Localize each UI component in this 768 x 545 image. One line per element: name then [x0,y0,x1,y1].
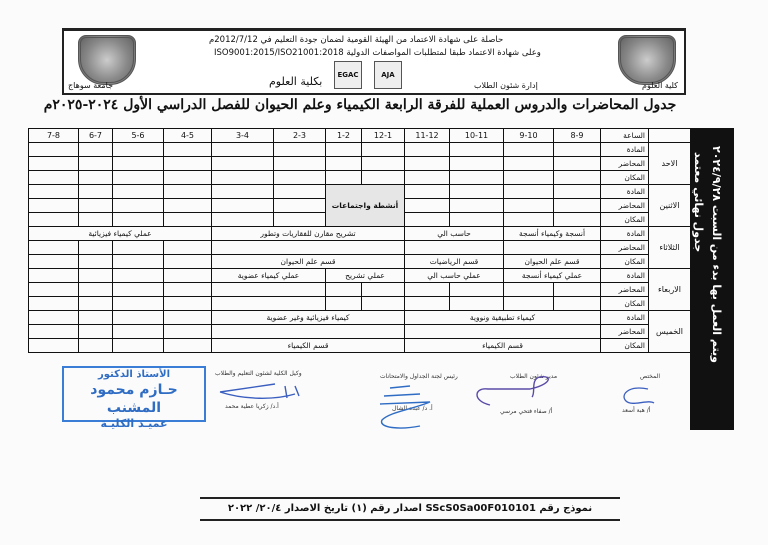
tuesday-computer: حاسب الي [405,227,504,241]
thursday-subject-row [29,311,691,325]
wednesday-lecturer-row [29,283,691,297]
hour-6-7: 6-7 [79,129,113,143]
hour-11-12: 11-12 [405,129,450,143]
row-label-lecturer: المحاضر [601,283,649,297]
row-label-place: المكان [601,339,649,353]
row-label-place: المكان [601,255,649,269]
faculty-of-science-logo-icon [618,35,676,85]
monday-activities-cell: أنشطة واجتماعات [326,185,405,227]
hour-12-1: 12-1 [362,129,405,143]
side-note-line-1: جدول نهائي معتمد [692,152,705,253]
wednesday-organic-chem-lab: عملي كيمياء عضوية [212,269,326,283]
side-note-line-2: ويتم العمل بها بدء من السبت ٢٠٢٤/٩/٢٨ [710,146,723,363]
hour-10-11: 10-11 [450,129,504,143]
faculty-name-right: كلية العلوم [642,81,678,90]
row-label-lecturer: المحاضر [601,325,649,339]
row-label-lecturer: المحاضر [601,199,649,213]
row-label-lecturer: المحاضر [601,157,649,171]
university-name: جامعة سوهاج [68,81,114,90]
row-label-subject: المادة [601,311,649,325]
preparer-name: أ/ هبة أسعد [622,407,651,414]
corner-cell [649,129,691,143]
egac-badge-icon: EGAC [334,61,362,89]
approval-side-note [690,128,734,430]
stamp-line-3: عميـد الكليـة [100,417,168,430]
day-sunday: الاحد [649,143,691,185]
hours-header-row [29,129,691,143]
row-label-lecturer: المحاضر [601,241,649,255]
row-label-place: المكان [601,171,649,185]
day-monday: الاثنين [649,185,691,227]
monday-subject-row [29,185,691,199]
thursday-place-row [29,339,691,353]
thursday-place-chem-1: قسم الكيمياء [405,339,601,353]
wednesday-place-row [29,297,691,311]
hour-5-6: 5-6 [113,129,164,143]
thursday-place-chem-2: قسم الكيمياء [212,339,405,353]
tuesday-place-row [29,255,691,269]
preparer-title: المختص [640,373,660,380]
committee-title: رئيس لجنة الجداول والامتحانات [380,373,458,380]
hour-8-9: 8-9 [554,129,601,143]
vice-dean-name: أ.د/ زكريا عطية محمد [225,403,279,410]
stamp-line-1: الأستاذ الدكتور [97,369,171,380]
vice-dean-signature-icon [215,380,305,404]
hour-label: الساعة [601,129,649,143]
committee-name: أ. د/ عبده الشال [392,405,433,412]
form-number-footer: نموذج رقم SScS0Sa00F010101 اصدار رقم (١) تاريخ الاصدار ٢٠/٤/ ٢٠٢٢ [200,497,620,521]
hour-1-2: 1-2 [326,129,362,143]
student-affairs-name: أ/ صفاء فتحي مرسي [500,408,553,415]
row-label-subject: المادة [601,185,649,199]
tuesday-lecturer-row [29,241,691,255]
row-label-subject: المادة [601,269,649,283]
timetable [28,128,691,353]
tuesday-subject-row [29,227,691,241]
sohag-university-logo-icon [78,35,136,85]
stamp-line-2: حـازم محمود المشنب [90,382,178,416]
faculty-name-left: بكلية العلوم [269,75,323,88]
preparer-signature-icon [618,385,658,407]
row-label-subject: المادة [601,143,649,157]
tuesday-place-zoology: قسم علم الحيوان [212,255,405,269]
tuesday-histology: أنسجة وكيمياء أنسجة [504,227,601,241]
day-tuesday: الثلاثاء [649,227,691,269]
student-affairs-title: مدير شئون الطلاب [510,373,558,380]
student-affairs-dept: إدارة شئون الطلاب [474,81,538,90]
thursday-physical-inorganic-chem: كيمياء فيزيائية وغير عضوية [212,311,405,325]
hour-9-10: 9-10 [504,129,554,143]
committee-signature-icon [370,382,440,432]
page-title: جدول المحاضرات والدروس العملية للفرقة الرابعة الكيمياء وعلم الحيوان للفصل الدراسي الأول ٢٠٢٤-٢٠٢٥م [43,97,677,113]
sunday-lecturer-row [29,157,691,171]
row-label-place: المكان [601,213,649,227]
thursday-lecturer-row [29,325,691,339]
hour-2-3: 2-3 [274,129,326,143]
tuesday-physical-chem-lab: عملي كيمياء فيزيائية [29,227,212,241]
student-affairs-signature-icon [470,375,560,415]
thursday-applied-nuclear-chem: كيمياء تطبيقية ونووية [405,311,601,325]
row-label-subject: المادة [601,227,649,241]
row-label-place: المكان [601,297,649,311]
wednesday-subject-row [29,269,691,283]
tuesday-place-math: قسم الرياضيات [405,255,504,269]
sunday-place-row [29,171,691,185]
dean-stamp [62,366,206,430]
accreditation-line-1: حاصلة على شهادة الاعتماد من الهيئة القومية لضمان جودة التعليم في 2012/7/12م [209,35,504,45]
document-header [62,28,686,95]
day-wednesday: الاربعاء [649,269,691,311]
hour-7-8: 7-8 [29,129,79,143]
wednesday-anatomy-lab: عملي تشريح [326,269,405,283]
vice-dean-title: وكيل الكلية لشئون التعليم والطلاب [215,370,302,377]
wednesday-computer-lab: عملي حاسب الي [405,269,504,283]
day-thursday: الخميس [649,311,691,353]
hour-3-4: 3-4 [212,129,274,143]
accreditation-line-2: وعلى شهادة الاعتماد طبقا لمتطلبات المواصفات الدولية ISO9001:2015/ISO21001:2018 [214,48,541,58]
sunday-subject-row [29,143,691,157]
wednesday-histochem-lab: عملي كيمياء أنسجة [504,269,601,283]
tuesday-comparative-anatomy: تشريح مقارن للفقاريات وتطور [212,227,405,241]
aja-badge-icon: AJA [374,61,402,89]
hour-4-5: 4-5 [164,129,212,143]
tuesday-place-zoology-2: قسم علم الحيوان [504,255,601,269]
